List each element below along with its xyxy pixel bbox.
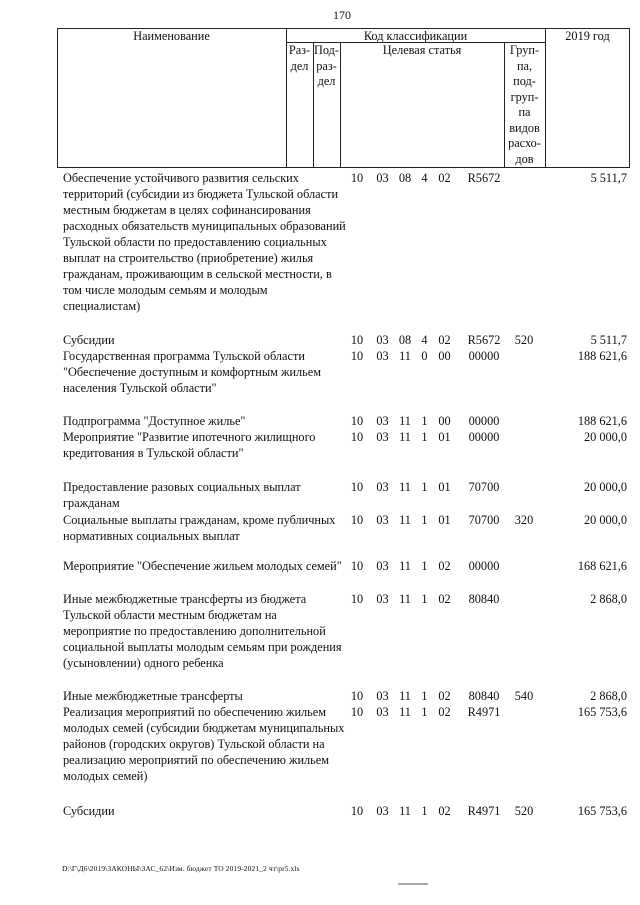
row-sum: 20 000,0 — [583, 480, 627, 494]
row-target-direction: 80840 — [468, 689, 500, 703]
row-razdel: 10 — [350, 349, 364, 363]
row-name: Реализация мероприятий по обеспечению жильем молодых семей (субсидии бюджетам муниципальных районов (городских округов) Тульской области на реализацию мероприятий по обеспечению жильем молодых семей) — [63, 705, 345, 783]
table-header — [57, 28, 630, 168]
row-name: Предоставление разовых социальных выплат гражданам — [63, 480, 301, 510]
row-name: Государственная программа Тульской области "Обеспечение доступным и комфортным жильем населения Тульской области" — [63, 349, 322, 395]
row-razdel: 10 — [350, 592, 364, 606]
row-group: 520 — [514, 804, 534, 818]
row-target-sub: 1 — [421, 430, 428, 444]
header-divider-year — [545, 28, 546, 168]
header-razdel-line1: Раз- — [288, 43, 311, 57]
row-podrazdel: 03 — [376, 430, 389, 444]
row-target-sub: 1 — [421, 705, 428, 719]
row-target-program: 11 — [399, 414, 411, 428]
row-target-sub: 4 — [421, 171, 428, 185]
row-podrazdel: 03 — [376, 592, 389, 606]
row-target-direction: R4971 — [467, 705, 501, 719]
row-target-event: 02 — [438, 689, 451, 703]
row-name: Мероприятие "Развитие ипотечного жилищного кредитования в Тульской области" — [63, 430, 316, 460]
header-podrazdel-line3: дел — [317, 74, 336, 88]
row-target-program: 11 — [399, 349, 411, 363]
row-name: Обеспечение устойчивого развития сельских территорий (субсидии из бюджета Тульской области местным бюджетам в целях софинансирования расходных обязательств муниципальных образований Тульской области по предоставлению социальных выплат на строительство (приобретение) жилья гражданам, проживающим в сельской местности, в том числе молодым семьям и молодым специалистам) — [63, 171, 346, 313]
header-name: Наименование — [133, 29, 210, 43]
row-podrazdel: 03 — [376, 559, 389, 573]
row-target-program: 08 — [398, 333, 412, 347]
row-target-program: 11 — [399, 430, 411, 444]
header-right-border — [629, 28, 630, 168]
row-sum: 168 621,6 — [577, 559, 627, 573]
header-podrazdel-label — [313, 43, 340, 90]
row-target-sub: 4 — [421, 333, 428, 347]
row-razdel: 10 — [350, 705, 364, 719]
row-podrazdel: 03 — [376, 804, 389, 818]
row-sum: 188 621,6 — [577, 414, 627, 428]
row-target-direction: R5672 — [467, 171, 501, 185]
row-name: Иные межбюджетные трансферты из бюджета Тульской области местным бюджетам на мероприятие по предоставлению дополнительной социальной выплаты молодым семьям при рождения (усыновлении) одного ребенка — [63, 592, 342, 670]
row-podrazdel: 03 — [376, 349, 389, 363]
row-razdel: 10 — [350, 171, 364, 185]
row-target-sub: 1 — [421, 559, 428, 573]
row-target-event: 01 — [438, 430, 451, 444]
row-target-program: 11 — [399, 689, 411, 703]
row-podrazdel: 03 — [376, 414, 389, 428]
row-target-event: 02 — [438, 804, 451, 818]
row-razdel: 10 — [350, 430, 364, 444]
row-target-sub: 1 — [421, 513, 428, 527]
row-podrazdel: 03 — [376, 513, 389, 527]
row-target-direction: R4971 — [467, 804, 501, 818]
row-target-event: 02 — [438, 333, 451, 347]
row-target-direction: 00000 — [468, 559, 500, 573]
row-target-program: 11 — [399, 480, 411, 494]
row-target-direction: 00000 — [468, 349, 500, 363]
row-sum: 2 868,0 — [590, 689, 627, 703]
row-podrazdel: 03 — [376, 689, 389, 703]
row-razdel: 10 — [350, 513, 364, 527]
row-group: 320 — [514, 513, 534, 527]
row-target-sub: 1 — [421, 804, 428, 818]
row-target-program: 11 — [399, 559, 411, 573]
row-name: Субсидии — [63, 333, 115, 347]
header-group-l3: груп- — [510, 89, 539, 104]
row-name: Субсидии — [63, 804, 115, 818]
row-name: Мероприятие "Обеспечение жильем молодых семей" — [63, 559, 342, 573]
row-target-event: 02 — [438, 559, 451, 573]
page-number: 170 — [333, 8, 351, 22]
row-target-program: 11 — [399, 804, 411, 818]
row-target-sub: 1 — [421, 480, 428, 494]
row-target-event: 02 — [438, 171, 451, 185]
row-target-event: 01 — [438, 480, 451, 494]
row-target-direction: 70700 — [468, 513, 500, 527]
row-target-program: 11 — [399, 513, 411, 527]
header-left-border — [57, 28, 58, 168]
row-sum: 188 621,6 — [577, 349, 627, 363]
header-classification: Код классификации — [363, 29, 468, 43]
scan-mark — [398, 883, 428, 885]
header-razdel-line2: дел — [290, 58, 309, 73]
header-group-l5: видов — [509, 120, 540, 135]
row-razdel: 10 — [350, 689, 364, 703]
row-sum: 2 868,0 — [590, 592, 627, 606]
header-group-l7: дов — [515, 151, 534, 166]
row-sum: 165 753,6 — [577, 804, 627, 818]
row-sum: 20 000,0 — [583, 513, 627, 527]
row-target-sub: 1 — [421, 689, 428, 703]
row-podrazdel: 03 — [376, 333, 389, 347]
header-group-l2: под- — [513, 74, 536, 88]
header-year: 2019 год — [565, 29, 610, 43]
row-razdel: 10 — [350, 414, 364, 428]
header-podrazdel-line1: Под- — [313, 43, 340, 57]
header-group-l0: Груп- — [509, 43, 540, 57]
row-target-event: 00 — [438, 349, 451, 363]
row-razdel: 10 — [350, 559, 364, 573]
row-target-direction: 00000 — [468, 430, 500, 444]
row-razdel: 10 — [350, 804, 364, 818]
row-sum: 165 753,6 — [577, 705, 627, 719]
row-target-event: 00 — [438, 414, 451, 428]
header-divider-podrazdel — [340, 42, 341, 168]
header-group-l6: расхо- — [508, 136, 541, 150]
row-target-event: 02 — [438, 592, 451, 606]
header-razdel-label — [286, 43, 313, 74]
file-path-footer: D:\Г\Д6\2019\ЗАКОНЫ\ЗАС_62\Изм. бюджет ТО 2019-2021_2 чт\pr5.xls — [62, 864, 300, 873]
row-razdel: 10 — [350, 333, 364, 347]
row-podrazdel: 03 — [376, 705, 389, 719]
row-target-direction: R5672 — [467, 333, 501, 347]
row-target-event: 01 — [438, 513, 451, 527]
row-target-direction: 70700 — [468, 480, 500, 494]
row-target-sub: 0 — [421, 349, 428, 363]
row-target-program: 11 — [399, 705, 411, 719]
row-name: Подпрограмма "Доступное жилье" — [63, 414, 246, 428]
row-name: Иные межбюджетные трансферты — [63, 689, 243, 703]
header-group — [504, 43, 545, 167]
row-target-program: 11 — [399, 592, 411, 606]
header-group-l4: па — [518, 105, 531, 119]
row-group: 540 — [514, 689, 534, 703]
row-target-direction: 00000 — [468, 414, 500, 428]
row-target-program: 08 — [398, 171, 412, 185]
row-target-sub: 1 — [421, 414, 428, 428]
row-target-sub: 1 — [421, 592, 428, 606]
header-podrazdel-line2: раз- — [316, 58, 337, 73]
row-sum: 5 511,7 — [590, 171, 627, 185]
row-sum: 20 000,0 — [583, 430, 627, 444]
row-sum: 5 511,7 — [590, 333, 627, 347]
row-target-direction: 80840 — [468, 592, 500, 606]
header-target: Целевая статья — [382, 43, 462, 57]
header-group-l1: па, — [516, 58, 533, 73]
row-name: Социальные выплаты гражданам, кроме публичных нормативных социальных выплат — [63, 513, 336, 543]
row-razdel: 10 — [350, 480, 364, 494]
row-podrazdel: 03 — [376, 480, 389, 494]
row-group: 520 — [514, 333, 534, 347]
row-target-event: 02 — [438, 705, 451, 719]
row-podrazdel: 03 — [376, 171, 389, 185]
